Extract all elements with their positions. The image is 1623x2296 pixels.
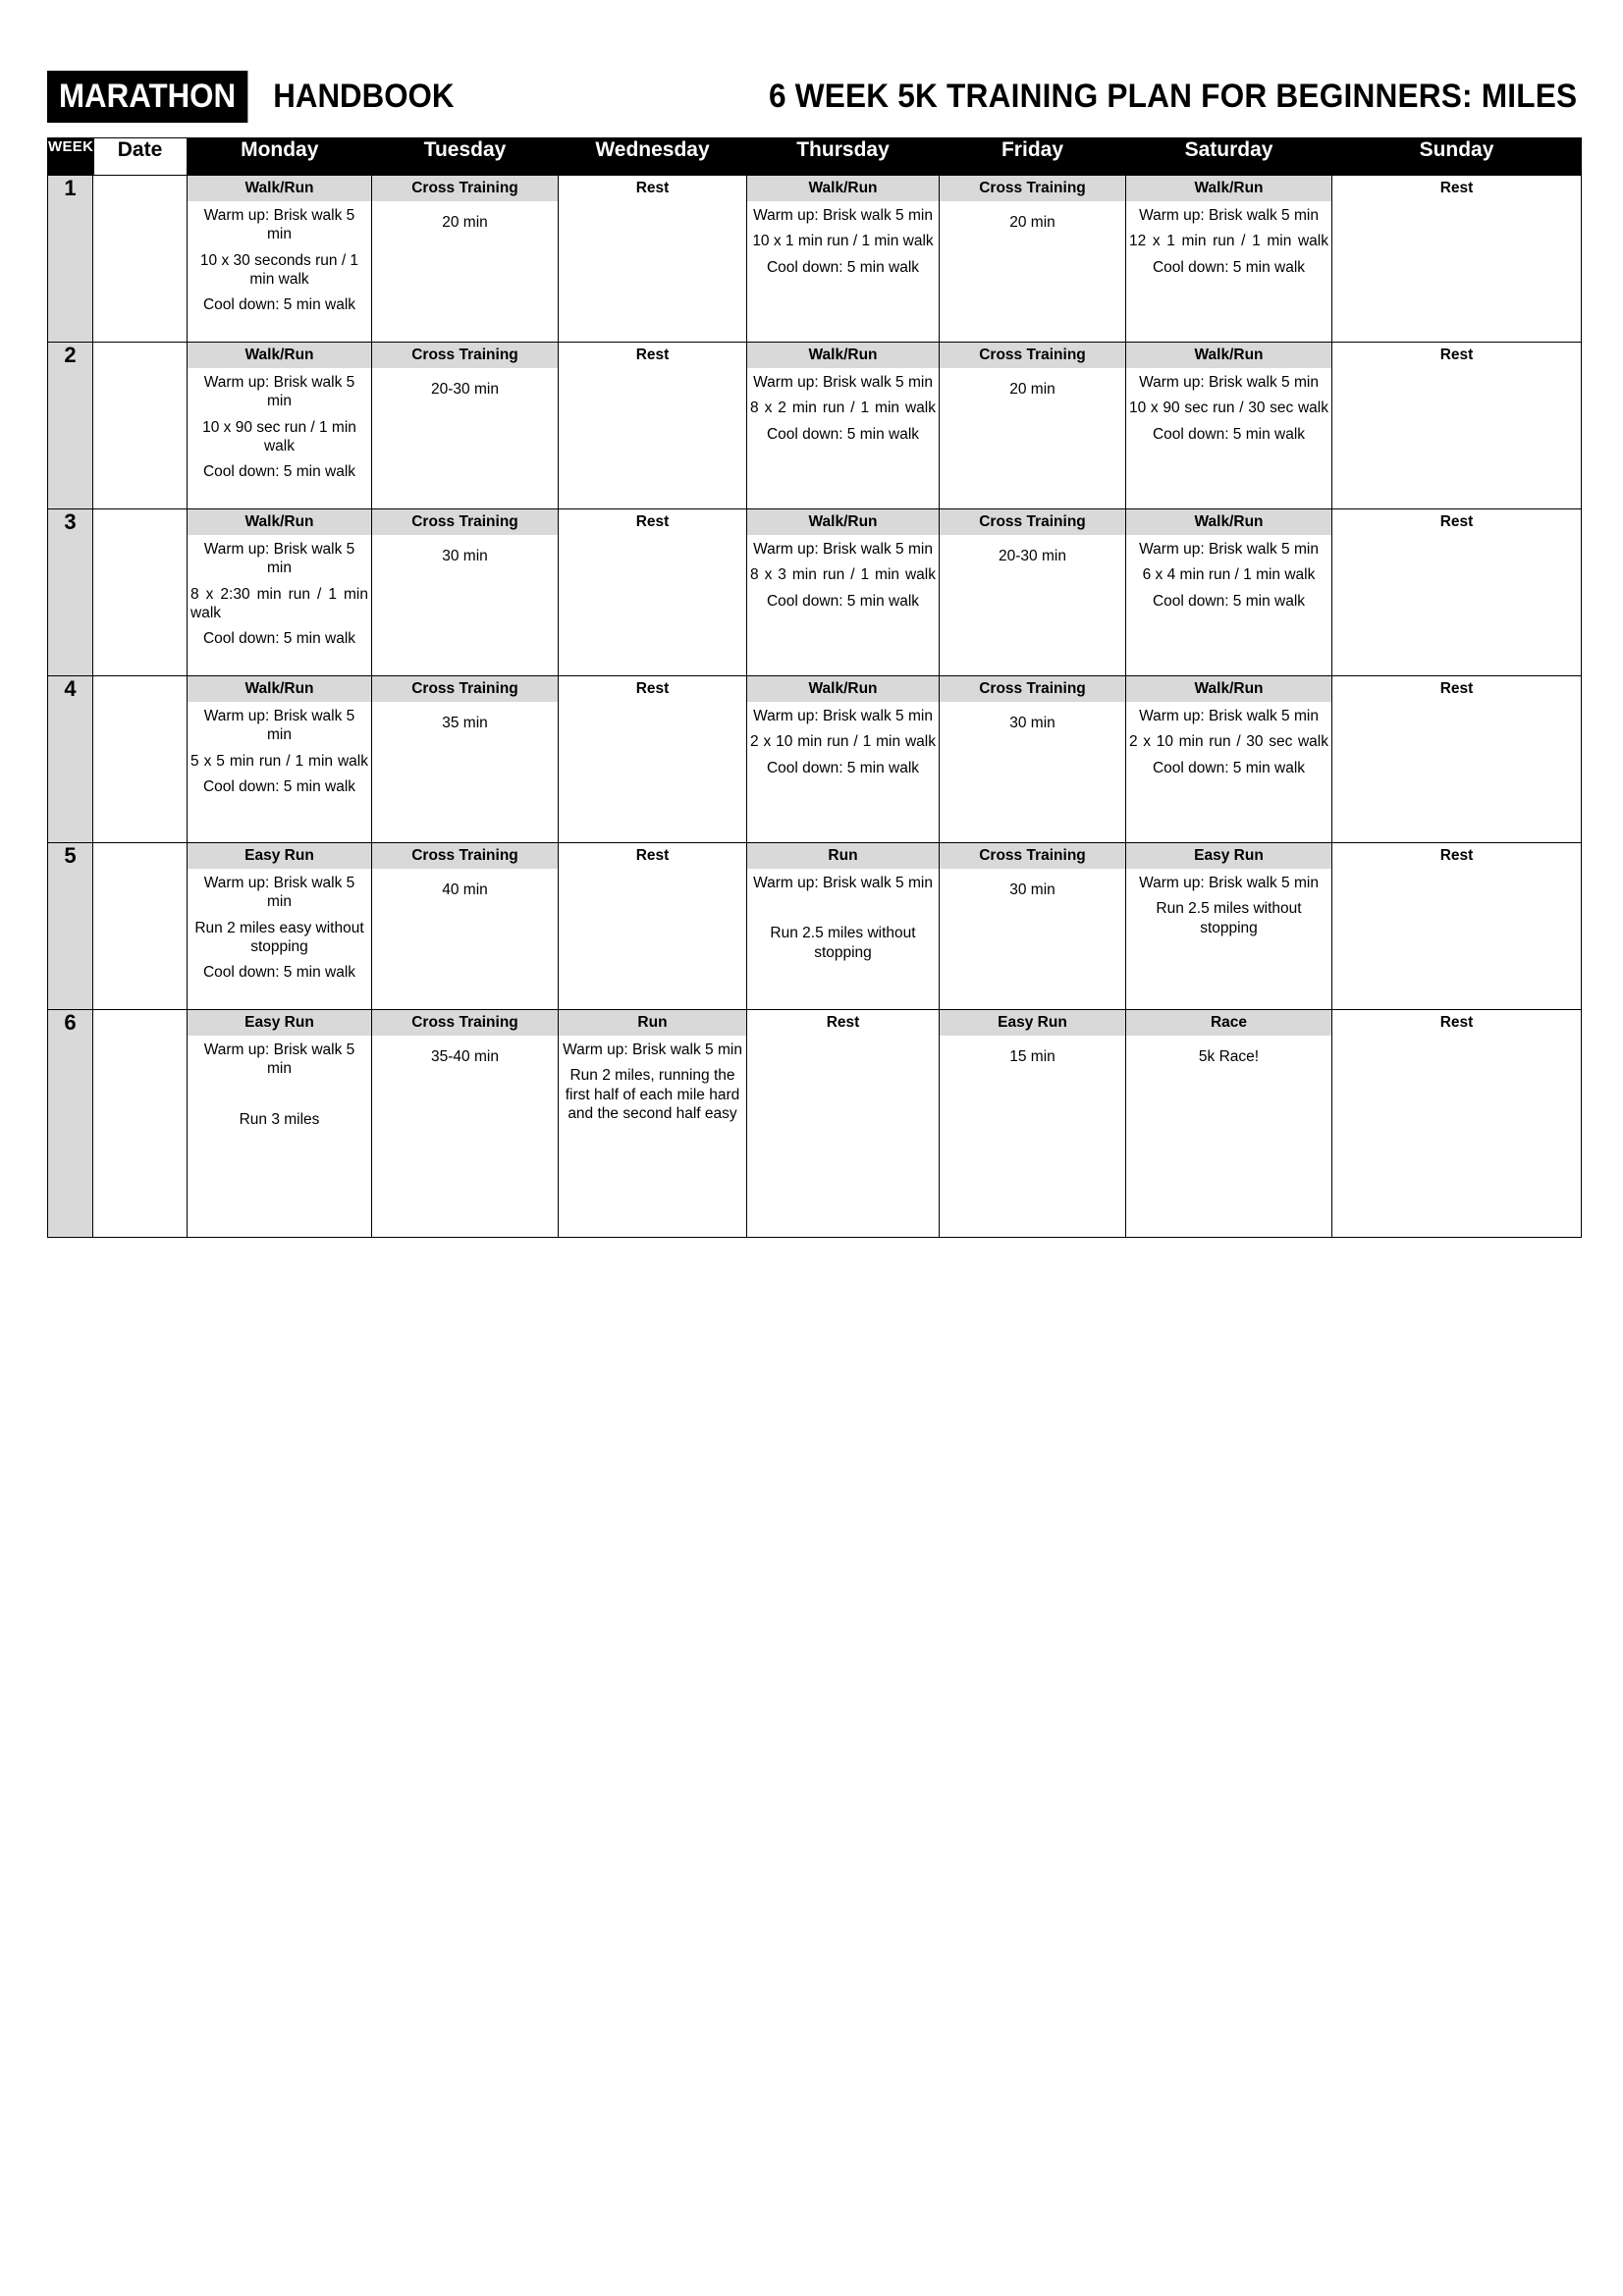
workout-detail-line: 20-30 min bbox=[999, 547, 1066, 564]
workout-detail-line: 20 min bbox=[442, 213, 488, 231]
workout-detail bbox=[559, 1036, 746, 1129]
workout-detail bbox=[372, 368, 558, 403]
workout-type-label: Walk/Run bbox=[188, 343, 371, 368]
workout-detail-line: Run 3 miles bbox=[239, 1110, 320, 1128]
workout-cell-sunday bbox=[1332, 509, 1582, 676]
workout-type-label: Walk/Run bbox=[747, 176, 939, 201]
workout-type-label: Cross Training bbox=[372, 509, 558, 535]
workout-detail-line bbox=[750, 899, 936, 917]
workout-cell-wednesday bbox=[559, 343, 747, 509]
workout-cell-monday bbox=[188, 343, 372, 509]
workout-cell-saturday bbox=[1126, 1010, 1332, 1238]
workout-type-label: Walk/Run bbox=[1126, 176, 1331, 201]
workout-detail bbox=[747, 368, 939, 449]
workout-type-label: Race bbox=[1126, 1010, 1331, 1036]
workout-detail-line: Cool down: 5 min walk bbox=[766, 759, 920, 776]
workout-cell-monday bbox=[188, 676, 372, 843]
workout-detail bbox=[940, 368, 1125, 403]
workout-type-label: Cross Training bbox=[940, 509, 1125, 535]
workout-detail-line: Cool down: 5 min walk bbox=[202, 964, 356, 982]
workout-cell-saturday bbox=[1126, 343, 1332, 509]
workout-type-label: Walk/Run bbox=[747, 509, 939, 535]
workout-cell-friday bbox=[940, 676, 1126, 843]
workout-detail-line: 20 min bbox=[1009, 213, 1055, 231]
workout-detail-line: 20 min bbox=[1009, 380, 1055, 398]
workout-type-label: Cross Training bbox=[372, 676, 558, 702]
workout-type-label: Rest bbox=[1332, 509, 1581, 535]
workout-cell-monday bbox=[188, 509, 372, 676]
workout-type-label: Cross Training bbox=[940, 343, 1125, 368]
workout-cell-tuesday bbox=[372, 676, 559, 843]
workout-detail bbox=[1126, 368, 1331, 449]
workout-detail-line: Warm up: Brisk walk 5 min bbox=[563, 1041, 742, 1058]
workout-type-label: Cross Training bbox=[940, 676, 1125, 702]
column-header-saturday: Saturday bbox=[1126, 138, 1332, 176]
workout-cell-monday bbox=[188, 176, 372, 343]
table-body bbox=[48, 176, 1582, 1238]
workout-detail-line: Warm up: Brisk walk 5 min bbox=[203, 874, 355, 911]
workout-type-label: Cross Training bbox=[372, 176, 558, 201]
column-header-wednesday: Wednesday bbox=[559, 138, 747, 176]
week-date-cell[interactable] bbox=[93, 176, 188, 343]
week-number-cell: 6 bbox=[48, 1010, 93, 1238]
workout-detail bbox=[940, 1036, 1125, 1071]
week-row bbox=[48, 843, 1582, 1010]
workout-type-label: Cross Training bbox=[940, 176, 1125, 201]
week-date-cell[interactable] bbox=[93, 1010, 188, 1238]
workout-type-label: Walk/Run bbox=[747, 676, 939, 702]
week-number-cell: 3 bbox=[48, 509, 93, 676]
workout-detail-line: 15 min bbox=[1009, 1047, 1055, 1065]
workout-type-label: Rest bbox=[747, 1010, 939, 1036]
workout-cell-saturday bbox=[1126, 676, 1332, 843]
workout-detail-line: Warm up: Brisk walk 5 min bbox=[1139, 206, 1319, 224]
workout-cell-tuesday bbox=[372, 343, 559, 509]
workout-detail-line: 5k Race! bbox=[1198, 1047, 1260, 1065]
workout-cell-friday bbox=[940, 343, 1126, 509]
workout-cell-wednesday bbox=[559, 676, 747, 843]
workout-cell-thursday bbox=[747, 176, 940, 343]
workout-cell-sunday bbox=[1332, 1010, 1582, 1238]
workout-detail-line: Cool down: 5 min walk bbox=[766, 592, 920, 610]
workout-detail bbox=[747, 869, 939, 967]
workout-detail-line: 35 min bbox=[442, 714, 488, 731]
workout-detail bbox=[747, 201, 939, 282]
workout-cell-tuesday bbox=[372, 509, 559, 676]
workout-type-label: Rest bbox=[559, 509, 746, 535]
workout-cell-monday bbox=[188, 1010, 372, 1238]
table-header-row bbox=[48, 138, 1582, 176]
workout-detail-line: Warm up: Brisk walk 5 min bbox=[753, 540, 933, 558]
column-header-week: WEEK bbox=[48, 138, 93, 176]
workout-detail bbox=[940, 535, 1125, 570]
workout-detail-line: 20-30 min bbox=[431, 380, 499, 398]
workout-type-label: Cross Training bbox=[372, 1010, 558, 1036]
workout-cell-friday bbox=[940, 1010, 1126, 1238]
column-header-monday: Monday bbox=[188, 138, 372, 176]
workout-detail-line: 30 min bbox=[1009, 881, 1055, 898]
workout-detail bbox=[188, 368, 371, 487]
workout-type-label: Rest bbox=[1332, 676, 1581, 702]
workout-detail bbox=[1126, 702, 1331, 782]
workout-cell-tuesday bbox=[372, 843, 559, 1010]
workout-detail-line: Cool down: 5 min walk bbox=[1152, 759, 1306, 776]
workout-type-label: Rest bbox=[559, 676, 746, 702]
workout-detail-line: Cool down: 5 min walk bbox=[202, 296, 356, 314]
workout-detail-line: Warm up: Brisk walk 5 min bbox=[753, 874, 933, 891]
workout-detail-line: 10 x 30 seconds run / 1 min walk bbox=[199, 251, 359, 288]
workout-cell-thursday bbox=[747, 843, 940, 1010]
week-row bbox=[48, 1010, 1582, 1238]
workout-detail-line: Warm up: Brisk walk 5 min bbox=[753, 707, 933, 724]
week-date-cell[interactable] bbox=[93, 843, 188, 1010]
workout-cell-sunday bbox=[1332, 843, 1582, 1010]
workout-type-label: Walk/Run bbox=[747, 343, 939, 368]
workout-cell-wednesday bbox=[559, 843, 747, 1010]
workout-detail bbox=[188, 535, 371, 654]
workout-type-label: Easy Run bbox=[940, 1010, 1125, 1036]
workout-detail-line: 8 x 3 min run / 1 min walk bbox=[750, 566, 936, 584]
workout-detail bbox=[1126, 869, 1331, 942]
workout-detail-line: Cool down: 5 min walk bbox=[766, 258, 920, 276]
workout-type-label: Rest bbox=[559, 343, 746, 368]
workout-type-label: Rest bbox=[1332, 843, 1581, 869]
column-header-sunday: Sunday bbox=[1332, 138, 1582, 176]
workout-cell-saturday bbox=[1126, 843, 1332, 1010]
workout-cell-tuesday bbox=[372, 1010, 559, 1238]
workout-detail-line: 5 x 5 min run / 1 min walk bbox=[190, 752, 368, 770]
title-container bbox=[470, 67, 1581, 126]
workout-type-label: Easy Run bbox=[188, 843, 371, 869]
workout-type-label: Walk/Run bbox=[188, 676, 371, 702]
week-row bbox=[48, 176, 1582, 343]
workout-cell-monday bbox=[188, 843, 372, 1010]
week-row bbox=[48, 676, 1582, 843]
workout-cell-sunday bbox=[1332, 343, 1582, 509]
page-title: 6 WEEK 5K TRAINING PLAN FOR BEGINNERS: MILES bbox=[768, 78, 1577, 115]
workout-detail bbox=[747, 535, 939, 615]
workout-detail bbox=[940, 869, 1125, 904]
week-date-cell[interactable] bbox=[93, 509, 188, 676]
workout-detail-line: 6 x 4 min run / 1 min walk bbox=[1142, 566, 1316, 584]
marathon-handbook-logo bbox=[47, 67, 470, 126]
workout-detail-line: 35-40 min bbox=[431, 1047, 499, 1065]
workout-detail-line: 12 x 1 min run / 1 min walk bbox=[1129, 233, 1328, 250]
logo-word-text: HANDBOOK bbox=[273, 78, 455, 115]
workout-detail-line: Warm up: Brisk walk 5 min bbox=[1139, 874, 1319, 891]
workout-cell-friday bbox=[940, 509, 1126, 676]
workout-cell-thursday bbox=[747, 509, 940, 676]
week-number-cell: 2 bbox=[48, 343, 93, 509]
workout-detail-line: Warm up: Brisk walk 5 min bbox=[203, 540, 355, 577]
workout-cell-sunday bbox=[1332, 176, 1582, 343]
workout-detail-line: Warm up: Brisk walk 5 min bbox=[1139, 707, 1319, 724]
workout-detail-line: Run 2 miles, running the first half of each mile hard and the second half easy bbox=[565, 1067, 740, 1122]
workout-detail-line: Run 2 miles easy without stopping bbox=[194, 919, 364, 955]
column-header-friday: Friday bbox=[940, 138, 1126, 176]
workout-detail-line: 30 min bbox=[442, 547, 488, 564]
week-row bbox=[48, 509, 1582, 676]
week-date-cell[interactable] bbox=[93, 343, 188, 509]
workout-detail bbox=[372, 702, 558, 737]
week-number-cell: 1 bbox=[48, 176, 93, 343]
workout-type-label: Rest bbox=[559, 843, 746, 869]
workout-cell-thursday bbox=[747, 676, 940, 843]
workout-type-label: Walk/Run bbox=[1126, 509, 1331, 535]
workout-detail-line: 8 x 2:30 min run / 1 min walk bbox=[190, 585, 368, 621]
workout-type-label: Walk/Run bbox=[1126, 343, 1331, 368]
workout-detail bbox=[747, 702, 939, 782]
workout-cell-friday bbox=[940, 176, 1126, 343]
workout-cell-saturday bbox=[1126, 509, 1332, 676]
document-header bbox=[47, 67, 1581, 126]
workout-type-label: Walk/Run bbox=[188, 176, 371, 201]
workout-type-label: Rest bbox=[1332, 176, 1581, 201]
workout-detail-line bbox=[190, 1086, 368, 1103]
workout-detail bbox=[188, 702, 371, 802]
column-header-tuesday: Tuesday bbox=[372, 138, 559, 176]
workout-cell-friday bbox=[940, 843, 1126, 1010]
workout-detail-line: 10 x 1 min run / 1 min walk bbox=[752, 233, 934, 250]
workout-detail-line: Warm up: Brisk walk 5 min bbox=[1139, 540, 1319, 558]
workout-detail-line: 2 x 10 min run / 30 sec walk bbox=[1129, 733, 1328, 751]
workout-cell-wednesday bbox=[559, 509, 747, 676]
workout-type-label: Cross Training bbox=[940, 843, 1125, 869]
workout-detail-line: Cool down: 5 min walk bbox=[202, 630, 356, 648]
workout-detail bbox=[940, 201, 1125, 237]
workout-cell-sunday bbox=[1332, 676, 1582, 843]
workout-detail-line: 10 x 90 sec run / 1 min walk bbox=[202, 418, 356, 454]
workout-cell-thursday bbox=[747, 343, 940, 509]
workout-detail-line: Warm up: Brisk walk 5 min bbox=[203, 1041, 355, 1078]
workout-detail-line: 30 min bbox=[1009, 714, 1055, 731]
workout-detail-line: 2 x 10 min run / 1 min walk bbox=[750, 733, 936, 751]
workout-detail-line: Cool down: 5 min walk bbox=[1152, 258, 1306, 276]
workout-detail-line: Warm up: Brisk walk 5 min bbox=[1139, 373, 1319, 391]
week-number-cell: 5 bbox=[48, 843, 93, 1010]
workout-detail bbox=[188, 869, 371, 988]
workout-detail-line: Cool down: 5 min walk bbox=[766, 425, 920, 443]
workout-detail-line: 8 x 2 min run / 1 min walk bbox=[750, 400, 936, 417]
workout-detail-line: Warm up: Brisk walk 5 min bbox=[203, 373, 355, 410]
workout-type-label: Rest bbox=[1332, 343, 1581, 368]
workout-detail-line: 10 x 90 sec run / 30 sec walk bbox=[1129, 400, 1328, 417]
workout-type-label: Easy Run bbox=[188, 1010, 371, 1036]
workout-detail bbox=[188, 201, 371, 320]
workout-detail-line: Warm up: Brisk walk 5 min bbox=[753, 373, 933, 391]
workout-cell-wednesday bbox=[559, 1010, 747, 1238]
column-header-thursday: Thursday bbox=[747, 138, 940, 176]
workout-type-label: Rest bbox=[1332, 1010, 1581, 1036]
workout-type-label: Walk/Run bbox=[1126, 676, 1331, 702]
week-number-cell: 4 bbox=[48, 676, 93, 843]
workout-detail-line: Cool down: 5 min walk bbox=[202, 777, 356, 795]
week-row bbox=[48, 343, 1582, 509]
workout-detail-line: Cool down: 5 min walk bbox=[202, 463, 356, 481]
workout-detail-line: Cool down: 5 min walk bbox=[1152, 425, 1306, 443]
workout-detail-line: Run 2.5 miles without stopping bbox=[770, 925, 916, 961]
workout-type-label: Cross Training bbox=[372, 343, 558, 368]
workout-cell-thursday bbox=[747, 1010, 940, 1238]
workout-type-label: Walk/Run bbox=[188, 509, 371, 535]
workout-cell-tuesday bbox=[372, 176, 559, 343]
workout-detail bbox=[372, 1036, 558, 1071]
workout-type-label: Run bbox=[747, 843, 939, 869]
workout-detail-line: Warm up: Brisk walk 5 min bbox=[203, 707, 355, 744]
logo-mark-text: MARATHON bbox=[47, 71, 247, 123]
workout-detail bbox=[372, 201, 558, 237]
workout-cell-wednesday bbox=[559, 176, 747, 343]
workout-detail-line: Run 2.5 miles without stopping bbox=[1156, 900, 1302, 936]
workout-cell-saturday bbox=[1126, 176, 1332, 343]
workout-detail bbox=[372, 535, 558, 570]
workout-type-label: Rest bbox=[559, 176, 746, 201]
workout-detail bbox=[940, 702, 1125, 737]
workout-detail bbox=[188, 1036, 371, 1134]
column-header-date: Date bbox=[93, 138, 188, 176]
workout-detail-line: Warm up: Brisk walk 5 min bbox=[753, 206, 933, 224]
workout-detail bbox=[1126, 535, 1331, 615]
workout-type-label: Run bbox=[559, 1010, 746, 1036]
week-date-cell[interactable] bbox=[93, 676, 188, 843]
workout-type-label: Easy Run bbox=[1126, 843, 1331, 869]
workout-detail bbox=[1126, 1036, 1331, 1071]
workout-detail-line: 40 min bbox=[442, 881, 488, 898]
workout-detail-line: Warm up: Brisk walk 5 min bbox=[203, 206, 355, 243]
workout-detail-line: Cool down: 5 min walk bbox=[1152, 592, 1306, 610]
workout-detail bbox=[1126, 201, 1331, 282]
training-plan-table bbox=[47, 137, 1582, 1238]
workout-detail bbox=[372, 869, 558, 904]
workout-type-label: Cross Training bbox=[372, 843, 558, 869]
